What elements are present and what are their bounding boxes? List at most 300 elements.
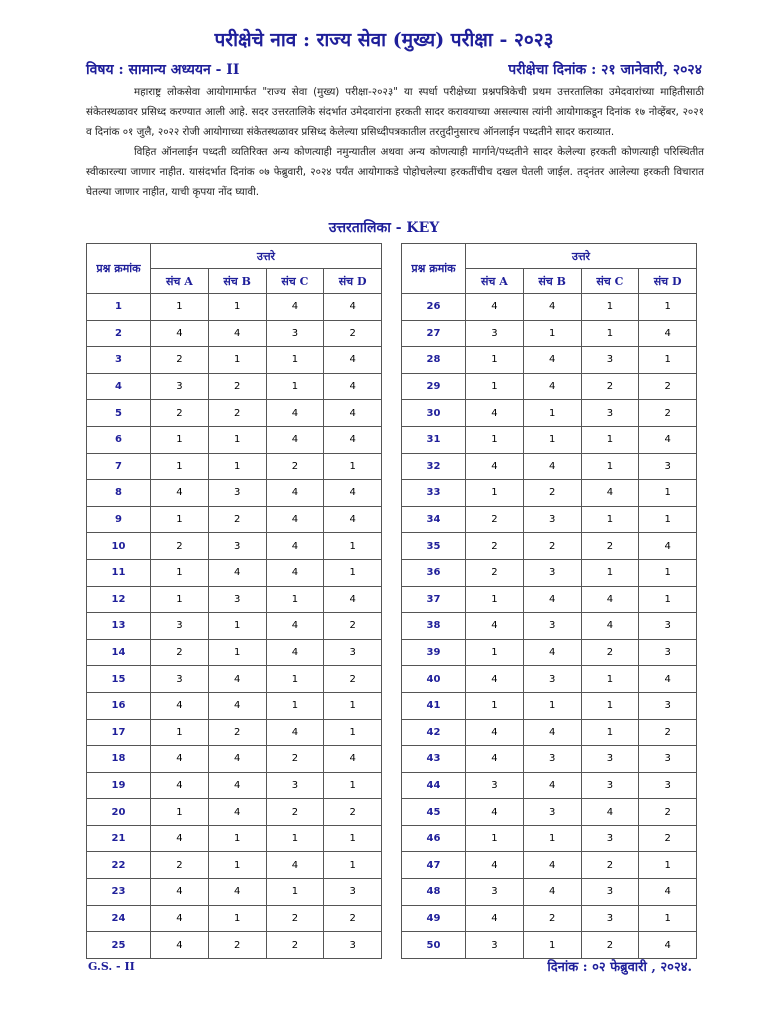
set-c-answer: 2 bbox=[581, 852, 639, 879]
set-a-answer: 4 bbox=[466, 905, 524, 932]
table-row bbox=[87, 825, 382, 852]
set-b-answer: 4 bbox=[523, 879, 581, 906]
table-row bbox=[87, 772, 382, 799]
set-d-answer: 1 bbox=[639, 480, 697, 507]
set-a-answer: 1 bbox=[151, 506, 209, 533]
question-number: 40 bbox=[402, 666, 466, 693]
set-a-answer: 1 bbox=[466, 586, 524, 613]
set-a-answer: 2 bbox=[151, 533, 209, 560]
set-b-answer: 4 bbox=[523, 294, 581, 321]
table-row bbox=[87, 905, 382, 932]
set-d-answer: 1 bbox=[639, 852, 697, 879]
set-b-answer: 1 bbox=[523, 426, 581, 453]
set-c-answer: 2 bbox=[581, 373, 639, 400]
question-number-header: प्रश्न क्रमांक bbox=[87, 244, 151, 294]
set-a-answer: 1 bbox=[151, 799, 209, 826]
question-number: 7 bbox=[87, 453, 151, 480]
set-d-answer: 1 bbox=[324, 533, 382, 560]
set-b-answer: 3 bbox=[523, 613, 581, 640]
set-d-answer: 2 bbox=[639, 799, 697, 826]
subject-row bbox=[86, 60, 702, 79]
set-b-answer: 3 bbox=[523, 506, 581, 533]
set-c-answer: 2 bbox=[581, 639, 639, 666]
set-b-answer: 4 bbox=[523, 347, 581, 374]
table-row bbox=[402, 932, 697, 959]
table-row bbox=[402, 453, 697, 480]
set-c-answer: 4 bbox=[266, 852, 324, 879]
question-number: 34 bbox=[402, 506, 466, 533]
table-row bbox=[402, 400, 697, 427]
table-row bbox=[87, 320, 382, 347]
set-b-answer: 4 bbox=[208, 799, 266, 826]
table-row bbox=[402, 772, 697, 799]
set-a-answer: 4 bbox=[151, 825, 209, 852]
set-d-answer: 4 bbox=[324, 400, 382, 427]
question-number: 30 bbox=[402, 400, 466, 427]
set-d-answer: 4 bbox=[639, 533, 697, 560]
set-d-answer: 3 bbox=[324, 639, 382, 666]
set-b-answer: 2 bbox=[523, 480, 581, 507]
set-d-answer: 2 bbox=[324, 666, 382, 693]
set-a-answer: 4 bbox=[151, 320, 209, 347]
question-number: 39 bbox=[402, 639, 466, 666]
set-d-answer: 1 bbox=[324, 772, 382, 799]
set-b-answer: 4 bbox=[523, 639, 581, 666]
set-a-answer: 1 bbox=[466, 639, 524, 666]
question-number: 9 bbox=[87, 506, 151, 533]
question-number: 45 bbox=[402, 799, 466, 826]
set-c-answer: 4 bbox=[581, 480, 639, 507]
set-b-answer: 1 bbox=[523, 320, 581, 347]
set-c-answer: 4 bbox=[266, 719, 324, 746]
set-c-answer: 1 bbox=[266, 879, 324, 906]
table-row bbox=[402, 320, 697, 347]
set-b-header: संच B bbox=[523, 269, 581, 294]
set-b-answer: 4 bbox=[523, 719, 581, 746]
question-number: 29 bbox=[402, 373, 466, 400]
set-d-answer: 4 bbox=[324, 746, 382, 773]
set-d-answer: 3 bbox=[639, 692, 697, 719]
set-a-answer: 1 bbox=[466, 692, 524, 719]
set-d-answer: 1 bbox=[639, 559, 697, 586]
question-number: 18 bbox=[87, 746, 151, 773]
set-c-answer: 4 bbox=[266, 533, 324, 560]
set-b-header: संच B bbox=[208, 269, 266, 294]
question-number: 46 bbox=[402, 825, 466, 852]
question-number: 4 bbox=[87, 373, 151, 400]
set-a-answer: 1 bbox=[151, 559, 209, 586]
set-a-answer: 1 bbox=[151, 426, 209, 453]
set-d-answer: 2 bbox=[324, 905, 382, 932]
table-row bbox=[87, 799, 382, 826]
set-b-answer: 4 bbox=[208, 746, 266, 773]
question-number: 26 bbox=[402, 294, 466, 321]
answer-key-table-right bbox=[401, 243, 697, 959]
answers-header: उत्तरे bbox=[151, 244, 382, 269]
set-c-answer: 1 bbox=[581, 426, 639, 453]
set-c-answer: 4 bbox=[266, 426, 324, 453]
question-number: 21 bbox=[87, 825, 151, 852]
exam-title: परीक्षेचे नाव : राज्य सेवा (मुख्य) परीक्षा - २०२३ bbox=[214, 29, 554, 51]
set-d-answer: 4 bbox=[324, 294, 382, 321]
set-d-answer: 4 bbox=[639, 426, 697, 453]
question-number: 2 bbox=[87, 320, 151, 347]
set-b-answer: 2 bbox=[208, 373, 266, 400]
set-c-answer: 3 bbox=[581, 879, 639, 906]
table-row bbox=[402, 294, 697, 321]
table-row bbox=[87, 533, 382, 560]
set-c-answer: 4 bbox=[581, 586, 639, 613]
set-b-answer: 4 bbox=[523, 586, 581, 613]
set-a-answer: 2 bbox=[466, 506, 524, 533]
exam-date: परीक्षेचा दिनांक : २१ जानेवारी, २०२४ bbox=[508, 62, 702, 78]
set-b-answer: 4 bbox=[523, 373, 581, 400]
set-a-answer: 1 bbox=[466, 426, 524, 453]
set-a-answer: 3 bbox=[151, 613, 209, 640]
question-number: 49 bbox=[402, 905, 466, 932]
set-c-answer: 4 bbox=[266, 559, 324, 586]
table-row bbox=[87, 373, 382, 400]
table-row bbox=[87, 692, 382, 719]
set-b-answer: 4 bbox=[208, 559, 266, 586]
question-number: 12 bbox=[87, 586, 151, 613]
question-number: 48 bbox=[402, 879, 466, 906]
set-a-answer: 1 bbox=[151, 294, 209, 321]
question-number: 25 bbox=[87, 932, 151, 959]
set-c-answer: 4 bbox=[581, 613, 639, 640]
set-d-answer: 3 bbox=[639, 772, 697, 799]
set-c-answer: 2 bbox=[266, 905, 324, 932]
question-number: 50 bbox=[402, 932, 466, 959]
table-row bbox=[402, 719, 697, 746]
set-d-answer: 2 bbox=[639, 825, 697, 852]
set-a-answer: 2 bbox=[466, 559, 524, 586]
question-number: 47 bbox=[402, 852, 466, 879]
set-b-answer: 1 bbox=[208, 905, 266, 932]
set-a-answer: 4 bbox=[466, 719, 524, 746]
set-d-answer: 3 bbox=[639, 639, 697, 666]
set-c-answer: 1 bbox=[581, 506, 639, 533]
set-c-answer: 1 bbox=[581, 666, 639, 693]
set-d-answer: 4 bbox=[324, 586, 382, 613]
intro-text bbox=[86, 82, 704, 202]
table-row bbox=[87, 400, 382, 427]
set-c-answer: 3 bbox=[581, 347, 639, 374]
publish-date: दिनांक : ०२ फेब्रुवारी , २०२४. bbox=[547, 960, 692, 975]
question-number: 17 bbox=[87, 719, 151, 746]
table-row bbox=[402, 506, 697, 533]
set-d-answer: 1 bbox=[324, 559, 382, 586]
set-a-answer: 4 bbox=[151, 905, 209, 932]
set-c-answer: 1 bbox=[581, 692, 639, 719]
set-b-answer: 1 bbox=[523, 932, 581, 959]
intro-paragraph-2: विहित ऑनलाईन पध्दती व्यतिरिक्त अन्य कोणत्याही नमुन्यातील अथवा अन्य कोणत्याही मार्गाने/पध्दतीने सादर केलेल्या हरकती कोणत्याही परिस्थितीत स्वीकारल्या जाणार नाहीत. यासंदर्भात दिनांक ०७ फेब्रुवारी, २०२४ पर्यंत आयोगाकडे पोहोचलेल्या हरकतींचीच दखल घेतली जाईल. तद्नंतर आलेल्या हरकती विचारात घेतल्या जाणार नाहीत, याची कृपया नोंद घ्यावी. bbox=[86, 146, 704, 198]
set-c-answer: 4 bbox=[266, 506, 324, 533]
set-c-answer: 3 bbox=[266, 320, 324, 347]
set-a-answer: 4 bbox=[151, 746, 209, 773]
table-row bbox=[402, 905, 697, 932]
table-row bbox=[87, 506, 382, 533]
question-number: 19 bbox=[87, 772, 151, 799]
set-c-header: संच C bbox=[266, 269, 324, 294]
set-d-answer: 3 bbox=[324, 879, 382, 906]
set-c-answer: 2 bbox=[266, 932, 324, 959]
set-b-answer: 4 bbox=[208, 772, 266, 799]
set-a-header: संच A bbox=[466, 269, 524, 294]
question-number: 16 bbox=[87, 692, 151, 719]
table-row bbox=[87, 746, 382, 773]
set-d-header: संच D bbox=[639, 269, 697, 294]
question-number: 14 bbox=[87, 639, 151, 666]
set-b-answer: 3 bbox=[208, 480, 266, 507]
set-b-answer: 3 bbox=[208, 533, 266, 560]
set-c-answer: 1 bbox=[581, 294, 639, 321]
set-b-answer: 1 bbox=[523, 400, 581, 427]
table-row bbox=[87, 347, 382, 374]
table-row bbox=[87, 559, 382, 586]
question-number: 38 bbox=[402, 613, 466, 640]
table-row bbox=[87, 426, 382, 453]
set-c-answer: 1 bbox=[266, 347, 324, 374]
set-a-answer: 1 bbox=[466, 825, 524, 852]
set-c-answer: 1 bbox=[266, 586, 324, 613]
set-b-answer: 4 bbox=[523, 453, 581, 480]
set-c-answer: 3 bbox=[581, 400, 639, 427]
subject-label: विषय : सामान्य अध्ययन - II bbox=[86, 62, 240, 78]
set-b-answer: 4 bbox=[208, 320, 266, 347]
question-number: 33 bbox=[402, 480, 466, 507]
set-c-answer: 1 bbox=[581, 559, 639, 586]
set-d-answer: 1 bbox=[639, 586, 697, 613]
set-d-answer: 4 bbox=[324, 506, 382, 533]
set-a-answer: 4 bbox=[151, 692, 209, 719]
set-d-answer: 2 bbox=[639, 373, 697, 400]
set-b-answer: 1 bbox=[208, 453, 266, 480]
set-d-answer: 4 bbox=[324, 426, 382, 453]
set-d-answer: 3 bbox=[639, 613, 697, 640]
set-b-answer: 2 bbox=[208, 400, 266, 427]
set-a-answer: 1 bbox=[466, 373, 524, 400]
set-d-answer: 4 bbox=[639, 932, 697, 959]
set-b-answer: 1 bbox=[208, 852, 266, 879]
table-row bbox=[402, 852, 697, 879]
set-a-answer: 2 bbox=[151, 639, 209, 666]
question-number: 27 bbox=[402, 320, 466, 347]
table-row bbox=[402, 373, 697, 400]
set-a-answer: 4 bbox=[151, 932, 209, 959]
set-c-answer: 3 bbox=[581, 772, 639, 799]
question-number: 3 bbox=[87, 347, 151, 374]
set-d-answer: 2 bbox=[324, 799, 382, 826]
set-c-answer: 2 bbox=[266, 453, 324, 480]
question-number: 32 bbox=[402, 453, 466, 480]
set-c-answer: 3 bbox=[266, 772, 324, 799]
set-a-answer: 2 bbox=[151, 852, 209, 879]
set-c-answer: 4 bbox=[581, 799, 639, 826]
set-a-answer: 3 bbox=[151, 666, 209, 693]
set-b-answer: 1 bbox=[208, 294, 266, 321]
question-number: 1 bbox=[87, 294, 151, 321]
set-c-answer: 2 bbox=[581, 533, 639, 560]
question-number: 28 bbox=[402, 347, 466, 374]
answer-key-table-left bbox=[86, 243, 382, 959]
set-d-answer: 4 bbox=[324, 480, 382, 507]
set-c-answer: 1 bbox=[581, 719, 639, 746]
set-b-answer: 1 bbox=[208, 639, 266, 666]
question-number: 31 bbox=[402, 426, 466, 453]
question-number: 43 bbox=[402, 746, 466, 773]
table-row bbox=[402, 559, 697, 586]
table-row bbox=[402, 746, 697, 773]
question-number: 11 bbox=[87, 559, 151, 586]
question-number: 6 bbox=[87, 426, 151, 453]
set-c-answer: 1 bbox=[266, 825, 324, 852]
question-number: 24 bbox=[87, 905, 151, 932]
question-number: 36 bbox=[402, 559, 466, 586]
set-d-answer: 1 bbox=[324, 719, 382, 746]
table-row bbox=[402, 639, 697, 666]
question-number-header: प्रश्न क्रमांक bbox=[402, 244, 466, 294]
set-a-answer: 1 bbox=[151, 586, 209, 613]
set-d-answer: 1 bbox=[324, 825, 382, 852]
set-a-answer: 1 bbox=[151, 453, 209, 480]
set-c-answer: 2 bbox=[581, 932, 639, 959]
table-row bbox=[87, 294, 382, 321]
paper-code: G.S. - II bbox=[88, 960, 135, 973]
question-number: 5 bbox=[87, 400, 151, 427]
set-b-answer: 3 bbox=[523, 799, 581, 826]
table-row bbox=[87, 453, 382, 480]
set-a-answer: 3 bbox=[466, 320, 524, 347]
set-a-answer: 4 bbox=[151, 879, 209, 906]
table-row bbox=[402, 879, 697, 906]
set-d-answer: 4 bbox=[639, 879, 697, 906]
set-a-answer: 4 bbox=[151, 772, 209, 799]
set-c-answer: 4 bbox=[266, 639, 324, 666]
set-a-answer: 1 bbox=[151, 719, 209, 746]
intro-paragraph-1: महाराष्ट्र लोकसेवा आयोगामार्फत "राज्य सेवा (मुख्य) परीक्षा-२०२३" या स्पर्धा परीक्षेच्या प्रश्नपत्रिकेची प्रथम उत्तरतालिका उमेदवारांच्या माहितीसाठी संकेतस्थळावर प्रसिध्द करण्यात आली आहे. सदर उत्तरतालिके संदर्भात उमेदवारांना हरकती सादर करावयाच्या असल्यास त्यांनी आयोगाकडून दिनांक १७ नोव्हेंबर, २०२१ व दिनांक ०१ जुलै, २०२२ रोजी आयोगाच्या संकेतस्थळावर प्रसिध्द केलेल्या प्रसिध्दीपत्रकातील तरतुदीनुसारच ऑनलाईन पध्दतीने सादर कराव्यात. bbox=[86, 86, 704, 138]
table-row bbox=[402, 799, 697, 826]
set-b-answer: 2 bbox=[208, 719, 266, 746]
set-a-answer: 4 bbox=[466, 852, 524, 879]
set-a-answer: 2 bbox=[151, 347, 209, 374]
table-row bbox=[87, 480, 382, 507]
question-number: 41 bbox=[402, 692, 466, 719]
set-c-answer: 2 bbox=[266, 746, 324, 773]
table-row bbox=[87, 586, 382, 613]
table-row bbox=[87, 613, 382, 640]
question-number: 37 bbox=[402, 586, 466, 613]
set-d-answer: 2 bbox=[639, 719, 697, 746]
set-b-answer: 2 bbox=[523, 905, 581, 932]
set-d-answer: 2 bbox=[324, 613, 382, 640]
set-a-answer: 1 bbox=[466, 480, 524, 507]
table-row bbox=[402, 825, 697, 852]
set-b-answer: 3 bbox=[523, 559, 581, 586]
set-c-header: संच C bbox=[581, 269, 639, 294]
set-b-answer: 4 bbox=[208, 879, 266, 906]
set-a-answer: 4 bbox=[466, 746, 524, 773]
set-d-answer: 4 bbox=[639, 666, 697, 693]
set-c-answer: 1 bbox=[266, 373, 324, 400]
set-a-answer: 2 bbox=[466, 533, 524, 560]
question-number: 44 bbox=[402, 772, 466, 799]
set-a-answer: 4 bbox=[466, 799, 524, 826]
set-c-answer: 3 bbox=[581, 825, 639, 852]
table-row bbox=[402, 666, 697, 693]
table-row bbox=[402, 426, 697, 453]
set-c-answer: 2 bbox=[266, 799, 324, 826]
set-c-answer: 3 bbox=[581, 746, 639, 773]
table-row bbox=[87, 852, 382, 879]
set-d-answer: 1 bbox=[639, 347, 697, 374]
set-d-answer: 1 bbox=[324, 852, 382, 879]
table-row bbox=[87, 639, 382, 666]
set-d-answer: 1 bbox=[324, 692, 382, 719]
set-b-answer: 3 bbox=[208, 586, 266, 613]
set-c-answer: 1 bbox=[581, 320, 639, 347]
set-a-answer: 3 bbox=[466, 932, 524, 959]
set-c-answer: 3 bbox=[581, 905, 639, 932]
set-a-answer: 4 bbox=[466, 666, 524, 693]
set-a-answer: 3 bbox=[466, 879, 524, 906]
set-b-answer: 2 bbox=[208, 932, 266, 959]
set-d-answer: 2 bbox=[639, 400, 697, 427]
table-row bbox=[402, 692, 697, 719]
set-d-answer: 3 bbox=[324, 932, 382, 959]
set-b-answer: 4 bbox=[208, 692, 266, 719]
table-row bbox=[87, 719, 382, 746]
set-c-answer: 4 bbox=[266, 613, 324, 640]
question-number: 13 bbox=[87, 613, 151, 640]
set-d-answer: 2 bbox=[324, 320, 382, 347]
set-d-header: संच D bbox=[324, 269, 382, 294]
set-a-answer: 4 bbox=[466, 613, 524, 640]
set-c-answer: 1 bbox=[266, 692, 324, 719]
table-row bbox=[402, 533, 697, 560]
set-a-answer: 4 bbox=[466, 294, 524, 321]
question-number: 10 bbox=[87, 533, 151, 560]
set-b-answer: 3 bbox=[523, 746, 581, 773]
question-number: 35 bbox=[402, 533, 466, 560]
set-d-answer: 3 bbox=[639, 453, 697, 480]
set-d-answer: 3 bbox=[639, 746, 697, 773]
set-b-answer: 1 bbox=[523, 692, 581, 719]
set-b-answer: 1 bbox=[208, 426, 266, 453]
question-number: 42 bbox=[402, 719, 466, 746]
set-a-answer: 4 bbox=[151, 480, 209, 507]
set-d-answer: 1 bbox=[639, 294, 697, 321]
set-d-answer: 4 bbox=[639, 320, 697, 347]
set-b-answer: 4 bbox=[523, 772, 581, 799]
table-row bbox=[87, 932, 382, 959]
set-d-answer: 1 bbox=[639, 506, 697, 533]
set-a-answer: 3 bbox=[466, 772, 524, 799]
set-c-answer: 4 bbox=[266, 294, 324, 321]
set-d-answer: 4 bbox=[324, 347, 382, 374]
set-c-answer: 1 bbox=[581, 453, 639, 480]
set-c-answer: 4 bbox=[266, 480, 324, 507]
set-d-answer: 4 bbox=[324, 373, 382, 400]
table-row bbox=[402, 347, 697, 374]
set-a-answer: 4 bbox=[466, 400, 524, 427]
set-b-answer: 2 bbox=[208, 506, 266, 533]
set-b-answer: 1 bbox=[208, 347, 266, 374]
table-row bbox=[87, 666, 382, 693]
question-number: 15 bbox=[87, 666, 151, 693]
set-a-answer: 3 bbox=[151, 373, 209, 400]
set-d-answer: 1 bbox=[324, 453, 382, 480]
